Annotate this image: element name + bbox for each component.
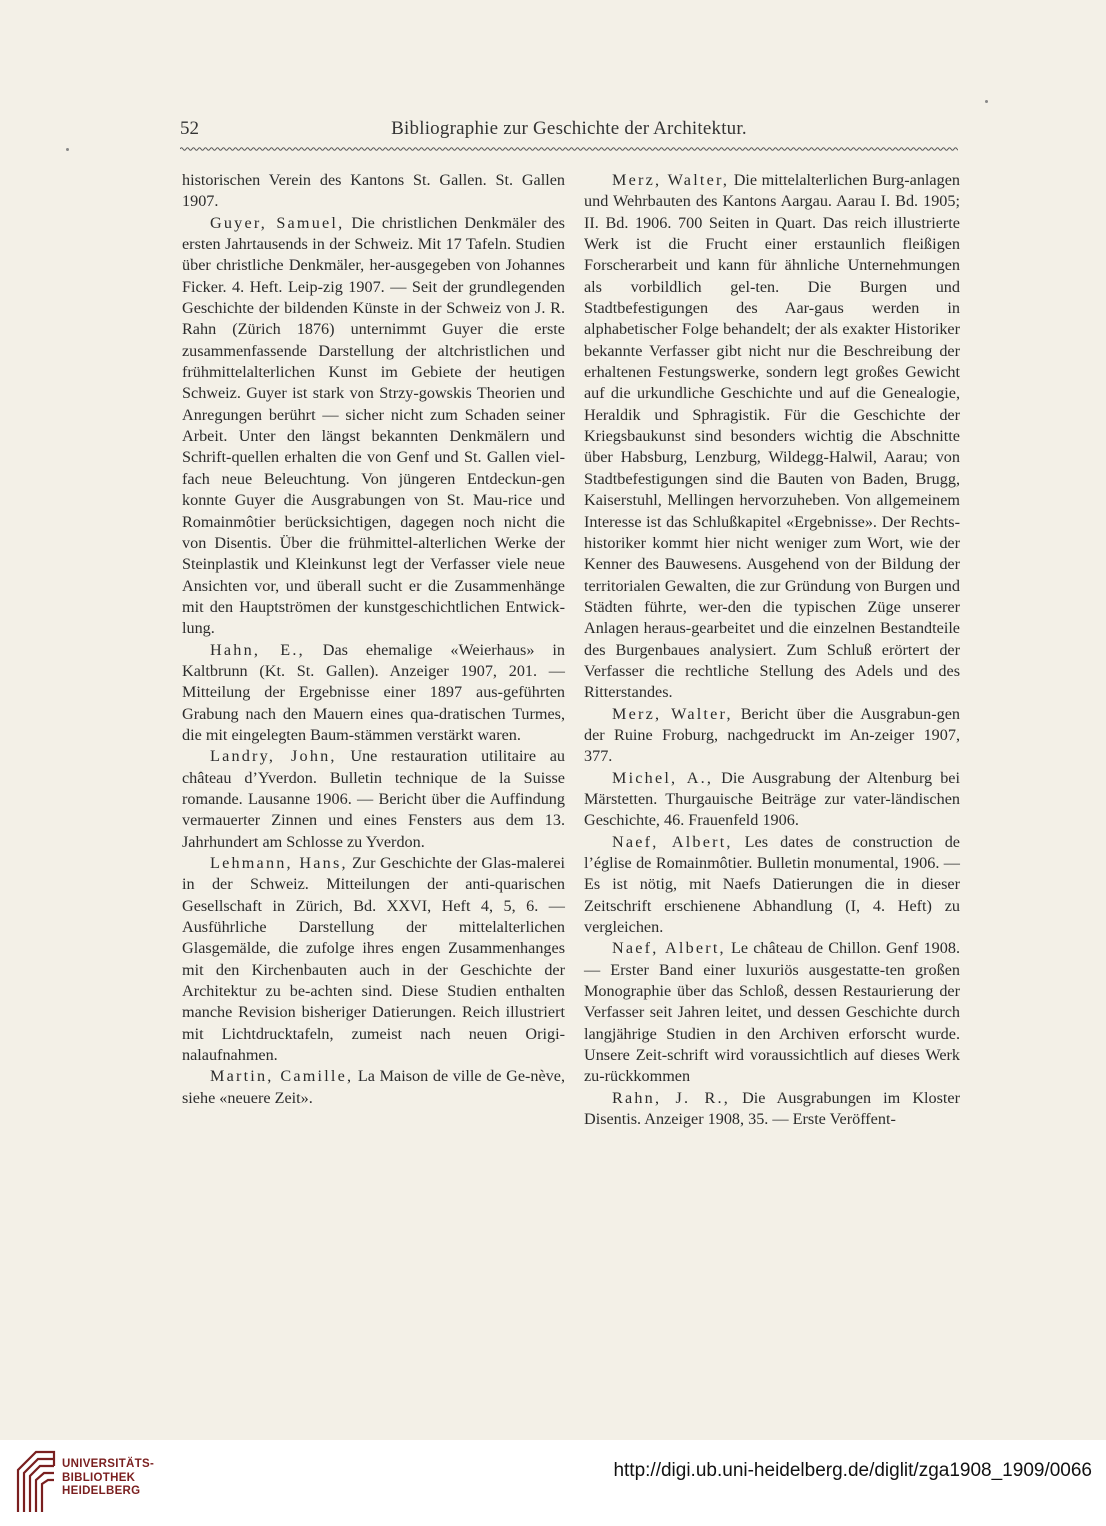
- entry-author: Merz, Walter,: [612, 171, 730, 189]
- entry-merz-1: [584, 170, 960, 704]
- entry-text: Le château de Chillon. Genf 1908. — Erster Band einer luxuriös ausgestatte-ten großen Monographie über das Schloß, dessen Restaurierung der Verfasser seit Jahren leitet, und dessen Geschichte durch langjährige Studien in den Archiven erforscht wurde. Unsere Zeit-schrift wird voraussichtlich auf dieses Werk zu-rückkommen: [584, 939, 960, 1086]
- entry-author: Hahn, E.,: [210, 640, 305, 659]
- entry-author: Landry, John,: [210, 747, 337, 766]
- library-name: UNIVERSITÄTS- BIBLIOTHEK HEIDELBERG: [62, 1458, 155, 1497]
- entry-guyer: [182, 213, 565, 640]
- entry-naef-1: [584, 832, 960, 939]
- entry-martin: [182, 1066, 565, 1109]
- page-title: Bibliographie zur Geschichte der Architektur.: [391, 118, 747, 139]
- running-header: [180, 118, 958, 148]
- entry-text: Die Ausgrabung der Altenburg bei Märstetten. Thurgauische Beiträge zur vater-ländischen Geschichte, 46. Frauenfeld 1906.: [584, 768, 960, 830]
- wavy-rule: [180, 146, 958, 152]
- entry-landry: [182, 746, 565, 853]
- source-url-link[interactable]: http://digi.ub.uni-heidelberg.de/diglit/zga1908_1909/0066: [613, 1460, 1092, 1481]
- right-column: [584, 170, 960, 1130]
- page-number: 52: [180, 118, 199, 139]
- scan-speck: [985, 100, 988, 103]
- entry-rahn: [584, 1088, 960, 1131]
- entry-text: Die mittelalterlichen Burg-anlagen und Wehrbauten des Kantons Aargau. Aarau I. Bd. 1905; II. Bd. 1906. 700 Seiten in Quart. Das reich illustrierte Werk ist die Frucht einer erstaunlich fleißigen Forscherarbeit und kann für ähnliche Unternehmungen als vorbildlich gel-ten. Die Burgen und Stadtbefestigungen des Aar-gaus werden in alphabetischer Folge behandelt; der als exakter Historiker bekannte Verfasser gibt nicht nur die Beschreibung der erhaltenen Festungswerke, sondern legt großes Gewicht auf die urkundliche Geschichte und auf die Genealogie, Heraldik und Sphragistik. Für die Geschichte der Kriegsbaukunst sind besonders wichtig die Abschnitte über Habsburg, Lenzburg, Wildegg-Halwil, Aarau; von Stadtbefestigungen sind die Bauten von Baden, Brugg, Kaiserstuhl, Mellingen hervorzuheben. Von allgemeinem Interesse ist das Schlußkapitel «Ergebnisse». Der Rechts-historiker kommt hier nicht weniger zum Wort, wie der Kenner des Bauwesens. Ausgehend von der Bildung der territorialen Gewalten, die zur Gründung von Burgen und Städten führte, wer-den die typischen Züge unserer Anlagen heraus-gearbeitet und die einzelnen Bestandteile des Burgenbaues analysiert. Zum Schluß erörtert der Verfasser die rechtliche Stellung des Adels und des Ritterstandes.: [584, 171, 960, 702]
- entry-text: Zur Geschichte der Glas-malerei in der Schweiz. Mitteilungen der anti-quarischen Gesellschaft in Zürich, Bd. XXVI, Heft 4, 5, 6. — Ausführliche Darstellung der mittelalterlichen Glasgemälde, die zufolge ihres engen Zusammenhanges mit den Kirchenbauten auch in der Geschichte der Architektur zu be-achten sind. Diese Studien enthalten manche Revision bisheriger Datierungen. Reich illustriert mit Lichtdrucktafeln, zumeist nach neuen Origi-nalaufnahmen.: [182, 854, 566, 1065]
- entry-text: Die christlichen Denkmäler des ersten Jahrtausends in der Schweiz. Mit 17 Tafeln. Studien über christliche Denkmäler, her-ausgegeben von Johannes Ficker. 4. Heft. Leip-zig 1907. — Seit der grundlegenden Geschichte der bildenden Künste in der Schweiz von J. R. Rahn (Zürich 1876) unternimmt Guyer die erste zusammenfassende Darstellung der altchristlichen und frühmittelalterlichen Kunst im Gebiete der heutigen Schweiz. Guyer ist stark von Strzy-gowskis Theorien und Anregungen berührt — sicher nicht zum Schaden seiner Arbeit. Unter den längst bekannten Denkmälern und Schrift-quellen erhalten die von Genf und St. Gallen viel-fach neue Beleuchtung. Von jüngeren Entdeckun-gen konnte Guyer die Ausgrabungen von St. Mau-rice und Romainmôtier berücksichtigen, dagegen noch nicht die von Disentis. Über die frühmittel-alterlichen Werke der Steinplastik und Kleinkunst legt der Verfasser viele neue Ansichten vor, und überall sucht er die Zusammenhänge mit den Hauptströmen der kunstgeschichtlichen Entwick-lung.: [182, 213, 565, 638]
- entry-author: Rahn, J. R.,: [612, 1088, 731, 1107]
- left-column: [182, 170, 565, 1109]
- entry-author: Michel, A.,: [612, 768, 714, 787]
- entry-continuation: historischen Verein des Kantons St. Gallen. St. Gallen 1907.: [182, 171, 565, 211]
- entry-text: Les dates de construction de l’église de Romainmôtier. Bulletin monumental, 1906. — Es ist nötig, mit Naefs Datierungen die in dieser Zeitschrift erschienene Abhandlung (I, 4. Heft) zu vergleichen.: [584, 832, 960, 937]
- entry-text: Die Ausgrabungen im Kloster Disentis. Anzeiger 1908, 35. — Erste Veröffent-: [584, 1088, 960, 1129]
- entry-merz-2: [584, 704, 960, 768]
- entry-michel: [584, 768, 960, 832]
- entry-author: Naef, Albert,: [612, 939, 726, 958]
- entry-text: La Maison de ville de Ge-nève, siehe «neuere Zeit».: [182, 1067, 565, 1107]
- entry-lehmann: [182, 853, 565, 1066]
- entry-hahn: [182, 640, 565, 747]
- footer-bar: [0, 1440, 1106, 1526]
- entry-author: Merz, Walter,: [612, 704, 733, 723]
- entry-text: Das ehemalige «Weierhaus» in Kaltbrunn (Kt. St. Gallen). Anzeiger 1907, 201. — Mitteilung der Ergebnisse einer 1897 aus-geführten Grabung nach den Mauern eines qua-dratischen Turmes, die mit eingelegten Baum-stämmen verstärkt waren.: [182, 640, 565, 744]
- entry-author: Martin, Camille,: [210, 1067, 354, 1086]
- entry-author: Naef, Albert,: [612, 832, 733, 851]
- entry-author: Lehmann, Hans,: [210, 854, 348, 872]
- entry-text: Une restauration utilitaire au château d’Yverdon. Bulletin technique de la Suisse romande. Lausanne 1906. — Bericht über die Auffindung vermauerter Zinnen und eines Fensters aus dem 13. Jahrhundert am Schlosse zu Yverdon.: [182, 747, 566, 851]
- entry-text: Bericht über die Ausgrabun-gen der Ruine Froburg, nachgedruckt im An-zeiger 1907, 377.: [584, 704, 960, 766]
- entry-author: Guyer, Samuel,: [210, 213, 345, 232]
- university-library-logo-icon: [14, 1448, 56, 1514]
- scan-speck: [66, 148, 69, 151]
- entry-naef-2: [584, 938, 960, 1087]
